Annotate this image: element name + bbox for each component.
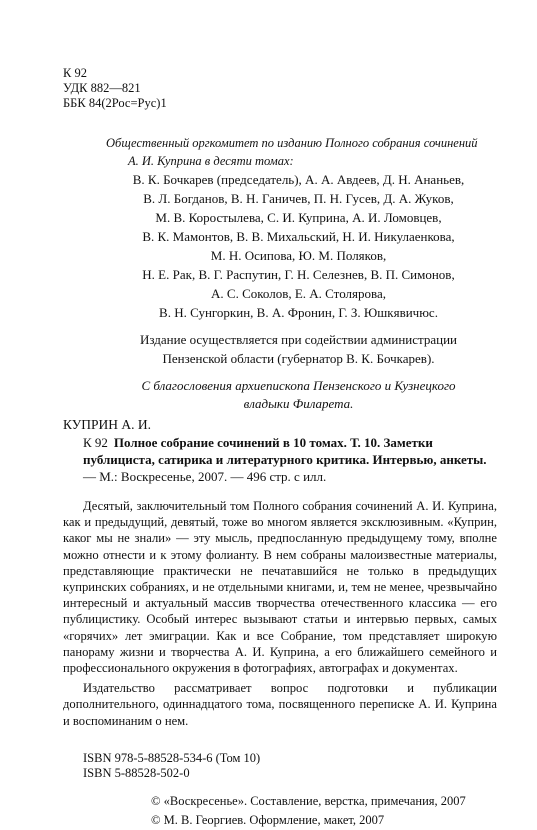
committee-intro-line2: А. И. Куприна в десяти томах: bbox=[128, 154, 294, 168]
book-code: К 92 bbox=[83, 435, 108, 450]
blessing-line2: владыки Филарета. bbox=[243, 396, 354, 411]
organizing-committee bbox=[106, 134, 501, 413]
support-note bbox=[96, 330, 501, 368]
copyright-line: © «Воскресенье». Составление, верстка, примечания, 2007 bbox=[151, 793, 466, 808]
isbn-line: ISBN 978-5-88528-534-6 (Том 10) bbox=[83, 750, 261, 765]
book-imprint: — М.: Воскресенье, 2007. — 496 стр. с илл. bbox=[83, 469, 327, 484]
members-line: В. К. Бочкарев (председатель), А. А. Авдеев, Д. Н. Ананьев, bbox=[132, 172, 465, 187]
annotation-paragraph: Десятый, заключительный том Полного собрания сочинений А. И. Куприна, как и предыдущий, девятый, тоже во многом является эксклюзивным. «Куприн, каког мы не знали» — эту мысль, предпосланную предыдущему тому, вполне можно отнести и к этому фолианту. В нем собраны малоизвестные материалы, представляющие практически не печатавшийся не только в предыдущих купринских собраниях, и не отдельными книгами, и, тем не менее, чрезвычайно интересный и актуальный массив творчества отечественного классика — его публицистику. Особый интерес вызывают статьи и интервью первых, самых «горячих» лет эмиграции. Как и все Собрание, том представляет широкую панораму жизни и творчества А. И. Куприна, а его ближайшего семейного и профессионального окружения в фотографиях, автографах и документах. bbox=[63, 499, 497, 676]
committee-intro bbox=[106, 134, 501, 170]
bbk-code: ББК 84(2Рос=Рус)1 bbox=[63, 96, 167, 110]
bibliographic-entry bbox=[83, 434, 497, 485]
copyright-line: © М. В. Георгиев. Оформление, макет, 2007 bbox=[151, 812, 385, 827]
book-author: КУПРИН А. И. bbox=[63, 417, 152, 432]
blessing-line1: С благословения архиепископа Пензенского и Кузнецкого bbox=[141, 378, 456, 393]
isbn-line: ISBN 5-88528-502-0 bbox=[83, 765, 190, 780]
committee-members bbox=[96, 170, 501, 322]
support-line1: Издание осуществляется при содействии администрации bbox=[139, 332, 457, 347]
members-line: В. Н. Сунгоркин, В. А. Фронин, Г. З. Юшкявичюс. bbox=[159, 305, 438, 320]
isbn-block bbox=[83, 751, 497, 781]
k-code: К 92 bbox=[63, 66, 87, 80]
members-line: В. К. Мамонтов, В. В. Михальский, Н. И. Никулаенкова, bbox=[142, 229, 455, 244]
support-line2: Пензенской области (губернатор В. К. Бочкарев). bbox=[162, 351, 435, 366]
members-line: А. С. Соколов, Е. А. Столярова, bbox=[211, 286, 386, 301]
classification-codes bbox=[63, 66, 497, 111]
members-line: В. Л. Богданов, В. Н. Ганичев, П. Н. Гусев, Д. А. Жуков, bbox=[143, 191, 454, 206]
annotation bbox=[63, 498, 497, 729]
book-title: Полное собрание сочинений в 10 томах. Т. 10. Заметки публициста, сатирика и литературного критика. Интервью, анкеты. bbox=[83, 435, 487, 467]
blessing-note bbox=[96, 377, 501, 413]
copyright-block bbox=[151, 792, 497, 830]
annotation-paragraph: Издательство рассматривает вопрос подготовки и публикации дополнительного, одиннадцатого тома, посвященного переписке А. И. Куприна и воспоминаним о нем. bbox=[63, 681, 497, 728]
members-line: М. В. Коростылева, С. И. Куприна, А. И. Ломовцев, bbox=[155, 210, 442, 225]
udk-code: УДК 882—821 bbox=[63, 81, 141, 95]
members-line: М. Н. Осипова, Ю. М. Поляков, bbox=[210, 248, 387, 263]
committee-intro-line1: Общественный оргкомитет по изданию Полного собрания сочинений bbox=[106, 136, 478, 150]
members-line: Н. Е. Рак, В. Г. Распутин, Г. Н. Селезнев, В. П. Симонов, bbox=[142, 267, 455, 282]
